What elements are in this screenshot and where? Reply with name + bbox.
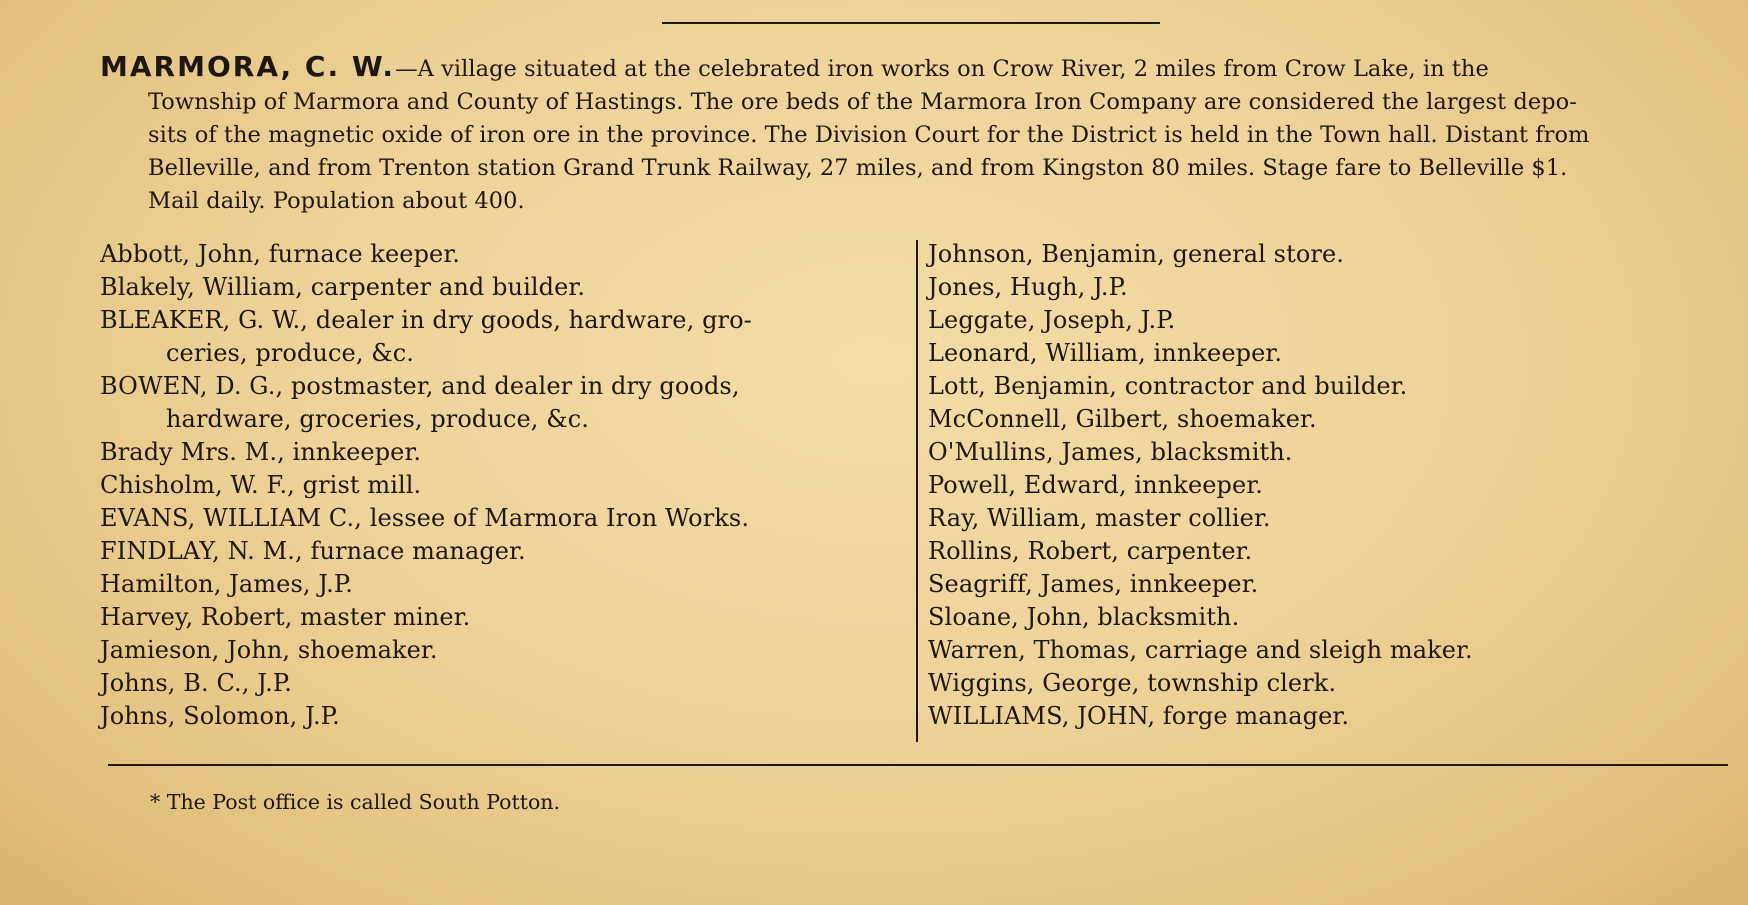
header-line-3: sits of the magnetic oxide of iron ore in the province. The Division Court for the District is held in the Town hall. Distant from — [148, 122, 1590, 148]
directory-entry: Seagriff, James, innkeeper. — [928, 570, 1259, 598]
directory-entry: Rollins, Robert, carpenter. — [928, 537, 1253, 565]
directory-entry: BOWEN, D. G., postmaster, and dealer in dry goods, — [100, 372, 740, 400]
directory-entry-continuation: ceries, produce, &c. — [166, 339, 415, 367]
directory-entry: Johns, Solomon, J.P. — [100, 702, 340, 730]
directory-entry: Warren, Thomas, carriage and sleigh maker. — [928, 636, 1473, 664]
directory-entry: Sloane, John, blacksmith. — [928, 603, 1240, 631]
directory-entry: Johnson, Benjamin, general store. — [928, 240, 1344, 268]
directory-entry: Abbott, John, furnace keeper. — [100, 240, 461, 268]
top-rule — [662, 22, 1160, 24]
right-column — [928, 238, 1728, 733]
directory-entry: Blakely, William, carpenter and builder. — [100, 273, 586, 301]
directory-entry: BLEAKER, G. W., dealer in dry goods, hardware, gro- — [100, 306, 752, 334]
directory-entry: EVANS, WILLIAM C., lessee of Marmora Iron Works. — [100, 504, 750, 532]
bottom-rule — [108, 764, 1728, 766]
header-line-2: Township of Marmora and County of Hastings. The ore beds of the Marmora Iron Company are considered the largest depo- — [148, 89, 1577, 115]
header-line-1: MARMORA, C. W.—A village situated at the celebrated iron works on Crow River, 2 miles from Crow Lake, in the — [100, 50, 1489, 83]
directory-entry: Chisholm, W. F., grist mill. — [100, 471, 422, 499]
place-name: MARMORA, C. W. — [100, 50, 396, 83]
directory-entry: Harvey, Robert, master miner. — [100, 603, 471, 631]
entry-header — [100, 50, 1740, 218]
footnote: * The Post office is called South Potton. — [150, 790, 561, 814]
directory-entry: Brady Mrs. M., innkeeper. — [100, 438, 422, 466]
directory-entry: Ray, William, master collier. — [928, 504, 1271, 532]
directory-entry: Jones, Hugh, J.P. — [928, 273, 1128, 301]
directory-entry: Leggate, Joseph, J.P. — [928, 306, 1176, 334]
directory-entry: Leonard, William, innkeeper. — [928, 339, 1283, 367]
directory-entry-continuation: hardware, groceries, produce, &c. — [166, 405, 589, 433]
directory-entry: Johns, B. C., J.P. — [100, 669, 292, 697]
directory-entry: Lott, Benjamin, contractor and builder. — [928, 372, 1408, 400]
header-line-4: Belleville, and from Trenton station Grand Trunk Railway, 27 miles, and from Kingston 80 miles. Stage fare to Belleville $1. — [148, 155, 1568, 181]
directory-entry: O'Mullins, James, blacksmith. — [928, 438, 1293, 466]
directory-entry: FINDLAY, N. M., furnace manager. — [100, 537, 526, 565]
left-column — [100, 238, 910, 733]
directory-entry: Wiggins, George, township clerk. — [928, 669, 1337, 697]
directory-entry: Jamieson, John, shoemaker. — [100, 636, 438, 664]
header-line-5: Mail daily. Population about 400. — [148, 188, 525, 214]
directory-entry: Hamilton, James, J.P. — [100, 570, 354, 598]
directory-entry: McConnell, Gilbert, shoemaker. — [928, 405, 1317, 433]
column-divider — [916, 240, 918, 742]
directory-entry: WILLIAMS, JOHN, forge manager. — [928, 702, 1350, 730]
directory-entry: Powell, Edward, innkeeper. — [928, 471, 1263, 499]
